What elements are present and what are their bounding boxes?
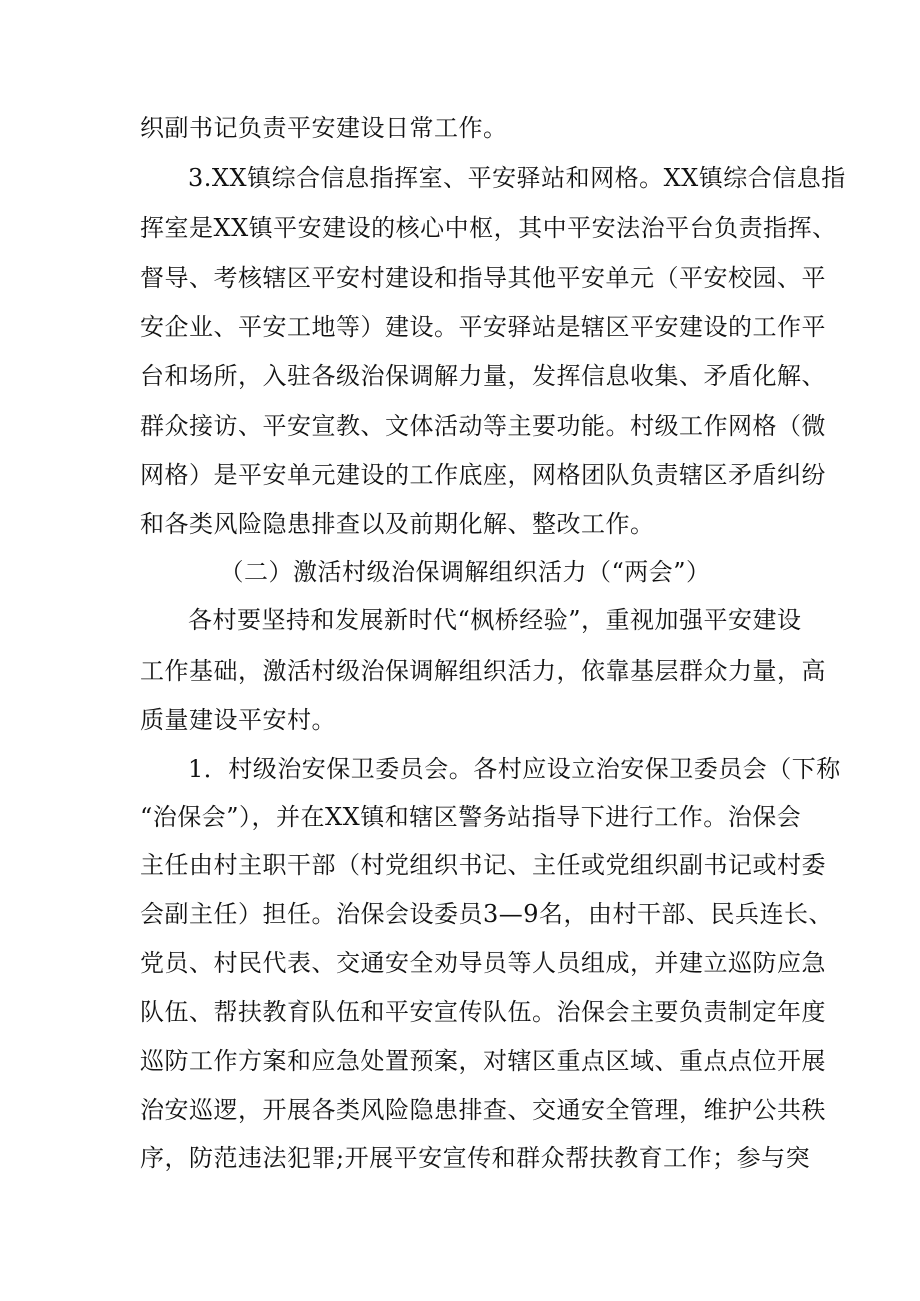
paragraph-line: 织副书记负责平安建设日常工作。 bbox=[140, 114, 508, 142]
paragraph-line: 台和场所，入驻各级治保调解力量，发挥信息收集、矛盾化解、 bbox=[140, 362, 826, 390]
paragraph-line: 队伍、帮扶教育队伍和平安宣传队伍。治保会主要负责制定年度 bbox=[140, 998, 826, 1026]
paragraph-line: 序，防范违法犯罪;开展平安宣传和群众帮扶教育工作；参与突 bbox=[140, 1144, 811, 1172]
paragraph-line: 治安巡逻，开展各类风险隐患排查、交通安全管理，维护公共秩 bbox=[140, 1096, 826, 1124]
paragraph-line: 1．村级治安保卫委员会。各村应设立治安保卫委员会（下称 bbox=[188, 755, 841, 783]
paragraph-line: 群众接访、平安宣教、文体活动等主要功能。村级工作网格（微 bbox=[140, 412, 826, 440]
paragraph-line: 督导、考核辖区平安村建设和指导其他平安单元（平安校园、平 bbox=[140, 264, 826, 292]
paragraph-line: 工作基础，激活村级治保调解组织活力，依靠基层群众力量，高 bbox=[140, 657, 826, 685]
paragraph-line: 主任由村主职干部（村党组织书记、主任或党组织副书记或村委 bbox=[140, 851, 826, 879]
paragraph-line: 质量建设平安村。 bbox=[140, 706, 336, 734]
paragraph-line: 巡防工作方案和应急处置预案，对辖区重点区域、重点点位开展 bbox=[140, 1047, 826, 1075]
section-heading: （二）激活村级治保调解组织活力（“两会”） bbox=[219, 558, 711, 586]
paragraph-line: 党员、村民代表、交通安全劝导员等人员组成，并建立巡防应急 bbox=[140, 949, 826, 977]
paragraph-line: 会副主任）担任。治保会设委员3—9名，由村干部、民兵连长、 bbox=[140, 900, 834, 928]
paragraph-line: 各村要坚持和发展新时代“枫桥经验”，重视加强平安建设 bbox=[188, 606, 802, 634]
paragraph-line: 安企业、平安工地等）建设。平安驿站是辖区平安建设的工作平 bbox=[140, 313, 826, 341]
paragraph-line: 网格）是平安单元建设的工作底座，网格团队负责辖区矛盾纠纷 bbox=[140, 461, 826, 489]
paragraph-line: “治保会”），并在XX镇和辖区警务站指导下进行工作。治保会 bbox=[140, 803, 802, 831]
paragraph-line: 和各类风险隐患排查以及前期化解、整改工作。 bbox=[140, 510, 655, 538]
paragraph-line: 挥室是XX镇平安建设的核心中枢，其中平安法治平台负责指挥、 bbox=[140, 214, 837, 242]
paragraph-line: 3.XX镇综合信息指挥室、平安驿站和网格。XX镇综合信息指 bbox=[188, 164, 846, 192]
